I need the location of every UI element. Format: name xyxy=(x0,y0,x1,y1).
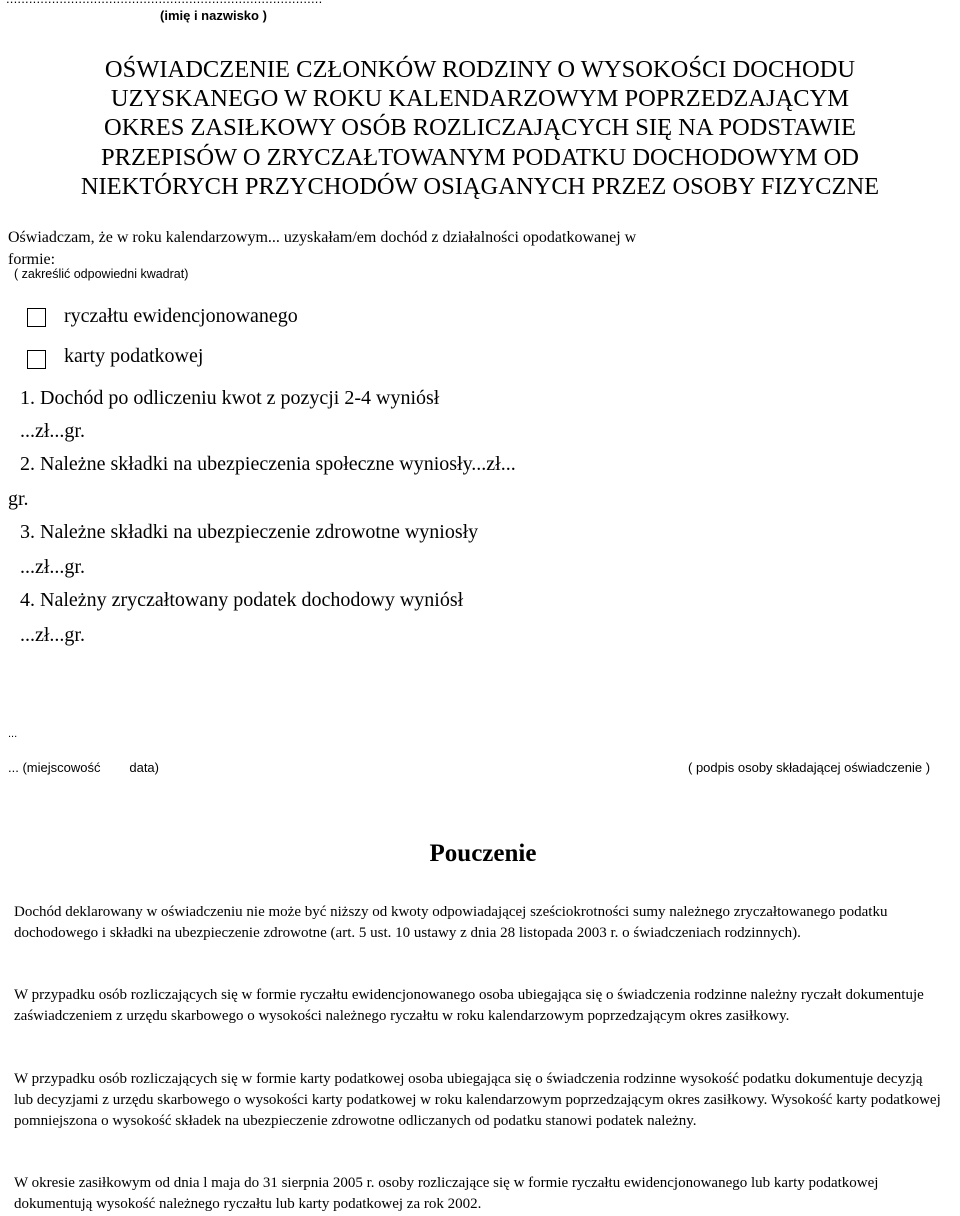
title-line: PRZEPISÓW O ZRYCZAŁTOWANYM PODATKU DOCHODOWYM OD xyxy=(101,143,859,171)
pouczenie-heading: Pouczenie xyxy=(429,840,537,867)
pouczenie-paragraph: W przypadku osób rozliczających się w formie karty podatkowej osoba ubiegająca się o świadczenia rodzinne wysokość podatku dokumentuje decyzją lub decyzjami z urzędu skarbowego o wysokości karty podatkowej w roku kalendarzowym poprzedzającym okres zasiłkowy. Wysokość karty podatkowej pomniejszona o wysokość składek na ubezpieczenie zdrowotne odliczanych od podatku stanowi podatek należny. xyxy=(14,1071,941,1129)
place-date-label: ... (miejscowość data) xyxy=(8,760,159,775)
item-3-amount[interactable]: ...zł...gr. xyxy=(20,556,85,578)
signature-label: ( podpis osoby składającej oświadczenie ) xyxy=(688,760,931,775)
pouczenie-paragraph: W przypadku osób rozliczających się w formie ryczałtu ewidencjonowanego osoba ubiegająca się o świadczenia rodzinne należny ryczałt dokumentuje zaświadczeniem z urzędu skarbowego o wysokości należnego ryczałtu w roku kalendarzowym poprzedzającym okres zasiłkowy. xyxy=(14,987,924,1024)
checkbox-hint: ( zakreślić odpowiedni kwadrat) xyxy=(14,267,189,281)
item-1-amount[interactable]: ...zł...gr. xyxy=(20,420,85,442)
item-2-amount-cont: gr. xyxy=(8,488,29,510)
item-2-label[interactable]: 2. Należne składki na ubezpieczenia społeczne wyniosły...zł... xyxy=(20,453,516,475)
option-label-karta: karty podatkowej xyxy=(64,345,204,367)
signature-dots-line: ... xyxy=(8,728,18,740)
karta-checkbox[interactable] xyxy=(27,350,46,369)
pouczenie-paragraph: W okresie zasiłkowym od dnia l maja do 31 sierpnia 2005 r. osoby rozliczające się w formie ryczałtu ewidencjonowanego lub karty podatkowej dokumentują wysokość należnego ryczałtu lub karty podatkowej za rok 2002. xyxy=(14,1175,879,1212)
ryczalt-checkbox[interactable] xyxy=(27,308,46,327)
intro-line: Oświadczam, że w roku kalendarzowym... uzyskałam/em dochód z działalności opodatkowanej w xyxy=(8,229,637,246)
name-dots-line xyxy=(6,0,322,6)
pouczenie-paragraph: Dochód deklarowany w oświadczeniu nie może być niższy od kwoty odpowiadającej sześciokrotności sumy należnego zryczałtowanego podatku dochodowego i składki na ubezpieczenie zdrowotne (art. 5 ust. 10 ustawy z dnia 28 listopada 2003 r. o świadczeniach rodzinnych). xyxy=(14,904,888,941)
title-line: NIEKTÓRYCH PRZYCHODÓW OSIĄGANYCH PRZEZ OSOBY FIZYCZNE xyxy=(80,172,880,200)
document-title xyxy=(0,55,960,201)
item-1-label: 1. Dochód po odliczeniu kwot z pozycji 2-4 wyniósł xyxy=(20,387,440,409)
intro-statement xyxy=(8,227,636,271)
option-label-ryczalt: ryczałtu ewidencjonowanego xyxy=(64,305,298,327)
item-3-label: 3. Należne składki na ubezpieczenie zdrowotne wyniosły xyxy=(20,521,479,543)
intro-line: formie: xyxy=(8,251,56,268)
item-4-amount[interactable]: ...zł...gr. xyxy=(20,624,85,646)
item-4-label: 4. Należny zryczałtowany podatek dochodowy wyniósł xyxy=(20,589,464,611)
name-label: (imię i nazwisko ) xyxy=(160,8,267,23)
title-line: OKRES ZASIŁKOWY OSÓB ROZLICZAJĄCYCH SIĘ NA PODSTAWIE xyxy=(104,114,856,142)
title-line: UZYSKANEGO W ROKU KALENDARZOWYM POPRZEDZAJĄCYM xyxy=(110,85,850,113)
title-line: OŚWIADCZENIE CZŁONKÓW RODZINY O WYSOKOŚCI DOCHODU xyxy=(104,56,856,83)
